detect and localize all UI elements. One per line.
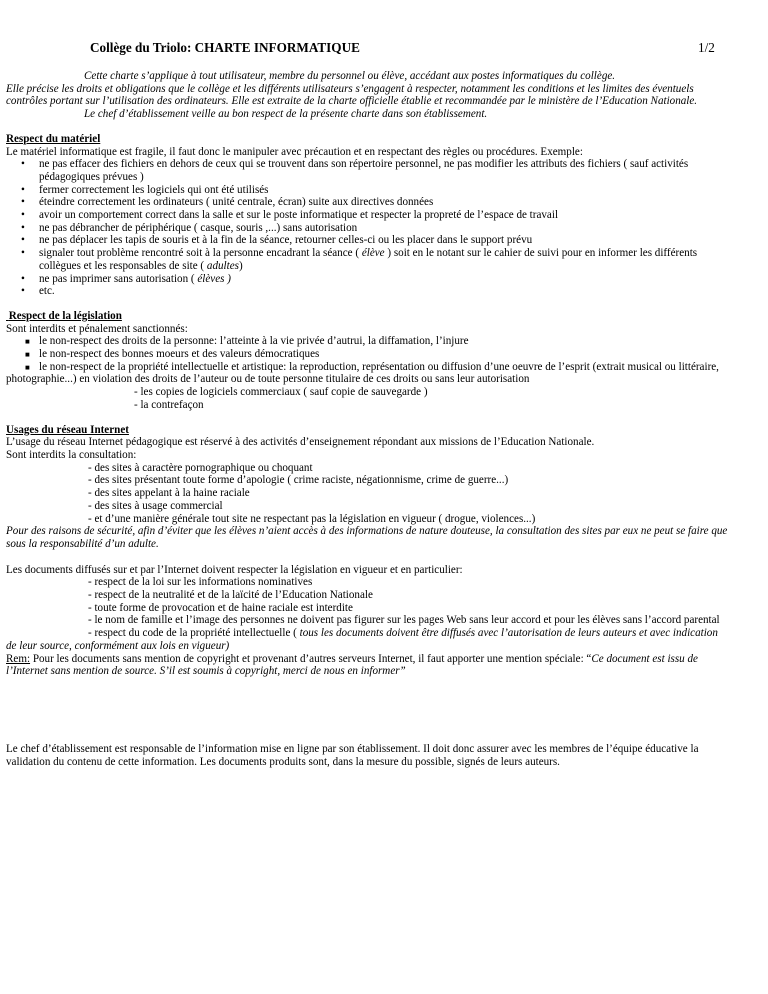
section-lead: Sont interdits et pénalement sanctionnés:	[6, 322, 188, 335]
documents-remark: Rem: Pour les documents sans mention de copyright et provenant d’autres serveurs Internet, il faut apporter une mention spéciale: “Ce document est issu de l’Internet sans mention de source. S’il est soumis à copyright, merci de nous en informer”	[6, 652, 698, 678]
list-item: • signaler tout problème rencontré soit à la personne encadrant la séance ( élève ) soit en le notant sur le cahier de suivi pour en informer les différents collègues et les responsables de site ( adultes)	[21, 247, 698, 272]
list-item: • ne pas effacer des fichiers en dehors de ceux qui se trouvent dans son répertoire personnel, ne pas modifier les attributs des fichiers ( sauf activités pédagogiques prévues )	[21, 158, 689, 183]
bullet-icon: •	[21, 158, 25, 171]
bullet-icon: •	[21, 234, 25, 247]
intro-line-2: Elle précise les droits et obligations que le collège et les différents utilisateurs s’engagent à respecter, notamment les conditions et les limites des éventuels contrôles portant sur l’utilisation des ordinateurs. Elle est extraite de la charte officielle établie et recommandée par le ministère de l’Education Nationale.	[6, 82, 698, 108]
intro-paragraph	[6, 70, 730, 121]
section-legislation	[6, 310, 730, 412]
closing-paragraph: Le chef d’établissement est responsable de l’information mise en ligne par son établissement. Il doit donc assurer avec les membres de l’équipe éducative la validation du contenu de cette information. Les documents produits sont, dans la mesure du possible, signés de leurs auteurs.	[6, 742, 699, 768]
list-item: • avoir un comportement correct dans la salle et sur le poste informatique et respecter la propreté de l’espace de travail	[21, 209, 559, 222]
section-documents	[6, 564, 730, 678]
internet-item: - des sites présentant toute forme d’apologie ( crime raciste, négationnisme, crime de guerre...)	[88, 474, 509, 487]
documents-item: - le nom de famille et l’image des personnes ne doivent pas figurer sur les pages Web sans leur accord et pour les élèves sans l’accord parental	[88, 614, 720, 627]
list-item: • ne pas déplacer les tapis de souris et à la fin de la séance, retourner celles-ci ou les placer dans le support prévu	[21, 234, 533, 247]
legislation-list	[6, 335, 730, 386]
section-lead: Le matériel informatique est fragile, il faut donc le manipuler avec précaution et en respectant des règles ou procédures. Exemple:	[6, 145, 583, 158]
internet-item: - des sites appelant à la haine raciale	[88, 487, 250, 500]
bullet-icon: •	[21, 221, 25, 234]
list-item: • éteindre correctement les ordinateurs ( unité centrale, écran) suite aux directives données	[21, 196, 434, 209]
section-materiel	[6, 133, 730, 298]
bullet-icon: •	[21, 196, 25, 209]
remark-label: Rem:	[6, 652, 31, 665]
bullet-icon: •	[21, 285, 25, 298]
square-bullet-icon: ■	[25, 350, 30, 360]
intro-line-3: Le chef d’établissement veille au bon respect de la présente charte dans son établissement.	[84, 108, 488, 121]
document-title: Collège du Triolo: CHARTE INFORMATIQUE	[90, 40, 360, 55]
bullet-icon: •	[21, 247, 25, 260]
square-bullet-icon: ■	[25, 337, 30, 347]
list-item: • ne pas imprimer sans autorisation ( élèves )	[21, 272, 231, 285]
documents-lead: Les documents diffusés sur et par l’Internet doivent respecter la législation en vigueur et en particulier:	[6, 563, 463, 576]
list-item: • ne pas débrancher de périphérique ( casque, souris ,...) sans autorisation	[21, 221, 358, 234]
documents-item: - toute forme de provocation et de haine raciale est interdite	[88, 601, 353, 614]
section-heading: Usages du réseau Internet	[6, 423, 129, 436]
internet-note: Pour des raisons de sécurité, afin d’éviter que les élèves n’aient accès à des informations de nature douteuse, la consultation des sites par eux ne peut se faire que sous la responsabilité d’un adulte.	[6, 525, 728, 550]
list-item: • etc.	[21, 285, 55, 298]
bullet-icon: •	[21, 183, 25, 196]
list-item: ■ le non-respect de la propriété intellectuelle et artistique: la reproduction, représentation ou diffusion d’une oeuvre de l’esprit (extrait musical ou littéraire, photographie...) en violation des droits de l’auteur ou de toute personne titulaire de ces droits ou sans leur autorisation	[6, 360, 719, 386]
internet-item: - des sites à usage commercial	[88, 499, 223, 512]
document-body	[6, 70, 730, 768]
square-bullet-icon: ■	[25, 362, 30, 372]
list-item: ■ le non-respect des droits de la personne: l’atteinte à la vie privée d’autrui, la diffamation, l’injure	[25, 335, 469, 348]
page-number: 1/2	[698, 40, 715, 55]
internet-item: - des sites à caractère pornographique ou choquant	[88, 461, 313, 474]
legislation-subitem: - la contrefaçon	[134, 398, 204, 411]
section-heading: Respect du matériel	[6, 132, 101, 145]
documents-item: - respect de la loi sur les informations nominatives	[88, 576, 313, 589]
documents-item: - respect du code de la propriété intellectuelle ( tous les documents doivent être diffusés avec l’autorisation de leurs auteurs et avec indication de leur source, conformément aux lois en vigueur)	[6, 627, 718, 652]
materiel-list	[6, 158, 730, 298]
section-heading: Respect de la législation	[8, 309, 122, 322]
section-internet	[6, 424, 730, 551]
section-lead-2: Sont interdits la consultation:	[6, 448, 137, 461]
intro-line-1: Cette charte s’applique à tout utilisateur, membre du personnel ou élève, accédant aux postes informatiques du collège.	[84, 70, 616, 82]
documents-item: - respect de la neutralité et de la laïcité de l’Education Nationale	[88, 589, 373, 602]
bullet-icon: •	[21, 209, 25, 222]
internet-item: - et d’une manière générale tout site ne respectant pas la législation en vigueur ( drogue, violences...)	[88, 512, 536, 525]
bullet-icon: •	[21, 272, 25, 285]
legislation-subitem: - les copies de logiciels commerciaux ( sauf copie de sauvegarde )	[134, 386, 428, 399]
list-item: • fermer correctement les logiciels qui ont été utilisés	[21, 183, 269, 196]
list-item: ■ le non-respect des bonnes moeurs et des valeurs démocratiques	[25, 348, 320, 361]
section-lead: L’usage du réseau Internet pédagogique est réservé à des activités d’enseignement répondant aux missions de l’Education Nationale.	[6, 436, 595, 449]
